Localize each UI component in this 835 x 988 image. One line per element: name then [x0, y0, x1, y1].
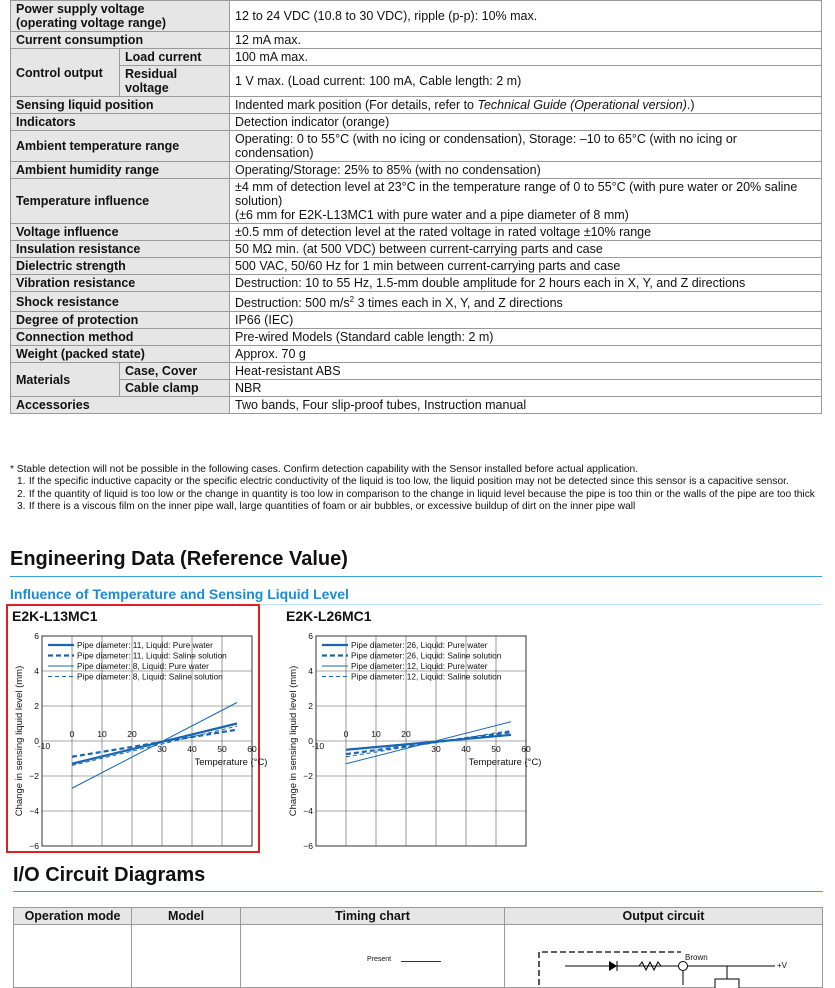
x-tick-label: 60: [247, 744, 257, 754]
y-tick-label: −4: [29, 806, 39, 816]
x-tick-label: 50: [217, 744, 227, 754]
y-tick-label: 4: [308, 666, 313, 676]
spec-label: Control output: [11, 49, 120, 97]
spec-row: [11, 32, 822, 49]
legend-label: Pipe diameter: 26, Liquid: Pure water: [351, 640, 488, 650]
spec-label: Vibration resistance: [11, 275, 230, 292]
x-tick-label: 20: [401, 729, 411, 739]
spec-value: IP66 (IEC): [230, 312, 822, 329]
spec-row: [11, 179, 822, 224]
spec-label: Current consumption: [11, 32, 230, 49]
spec-value: [230, 292, 822, 312]
note-number: 2.: [17, 488, 26, 500]
brown-wire-label: Brown: [685, 953, 708, 962]
note-text: If the specific inductive capacity or the specific electric conductivity of the liquid is too low, the liquid position may not be detected since this sensor is a capacitive sensor.: [28, 476, 789, 488]
io-header-output-circuit: Output circuit: [505, 908, 823, 925]
y-tick-label: 6: [34, 631, 39, 641]
x-tick-label: 0: [343, 729, 349, 739]
y-tick-label: −6: [303, 841, 313, 851]
chart-title-1: E2K-L13MC1: [12, 608, 98, 624]
output-circuit-diagram: [505, 925, 835, 985]
y-tick-label: 0: [308, 736, 313, 746]
spec-value-emphasis: Technical Guide (Operational version): [477, 98, 687, 112]
x-tick-label: 40: [461, 744, 471, 754]
spec-row: [11, 329, 822, 346]
legend-label: Pipe diameter: 12, Liquid: Saline solution: [351, 671, 502, 682]
y-axis-label: Change in sensing liquid level (mm): [288, 665, 299, 817]
spec-label: Ambient temperature range: [11, 131, 230, 162]
spec-label: Materials: [11, 363, 120, 397]
notes-intro: * Stable detection will not be possible in the following cases. Confirm detection capability with the Sensor installed before actual application.: [10, 464, 639, 475]
spec-value: Two bands, Four slip-proof tubes, Instruction manual: [230, 397, 822, 414]
y-tick-label: −6: [29, 841, 39, 851]
spec-label: Accessories: [11, 397, 230, 414]
chart-title-2: E2K-L26MC1: [286, 608, 372, 624]
spec-label: Indicators: [11, 114, 230, 131]
note-number: 3.: [17, 500, 26, 512]
legend-label: Pipe diameter: 8, Liquid: Pure water: [77, 661, 209, 671]
io-cell-output-circuit: [505, 925, 823, 988]
spec-value: Pre-wired Models (Standard cable length: 2 m): [230, 329, 822, 346]
x-axis-label: Temperature (°C): [468, 757, 542, 768]
x-tick-label: -10: [311, 741, 325, 751]
x-tick-label: 60: [521, 744, 531, 754]
spec-label: Degree of protection: [11, 312, 230, 329]
spec-value: Detection indicator (orange): [230, 114, 822, 131]
legend-label: Pipe diameter: 11, Liquid: Saline solution: [77, 650, 227, 661]
note-item: [10, 476, 822, 488]
legend-label: Pipe diameter: 26, Liquid: Saline solution: [351, 650, 502, 661]
spec-value: 12 mA max.: [230, 32, 822, 49]
spec-value: 100 mA max.: [230, 49, 822, 66]
note-number: 1.: [17, 476, 26, 488]
io-cell-timing-chart: [241, 925, 505, 988]
chart-e2k-l13mc1: [8, 628, 268, 851]
spec-label: Voltage influence: [11, 224, 230, 241]
y-tick-label: 2: [34, 701, 39, 711]
spec-label: Shock resistance: [11, 292, 230, 312]
note-text: If there is a viscous film on the inner pipe wall, large quantities of foam or air bubbles, or excessive buildup of dirt on the inner pipe wall: [28, 500, 636, 512]
spec-value-superscript: 2: [349, 295, 355, 304]
spec-row: [11, 131, 822, 162]
spec-value: ±0.5 mm of detection level at the rated voltage in rated voltage ±10% range: [230, 224, 822, 241]
spec-value: Operating: 0 to 55°C (with no icing or condensation), Storage: –10 to 65°C (with no icing or condensation): [230, 131, 822, 162]
spec-sublabel: Residual voltage: [120, 66, 230, 97]
spec-value: Operating/Storage: 25% to 85% (with no condensation): [230, 162, 822, 179]
note-text: If the quantity of liquid is too low or the change in quantity is too low in comparison to the change in liquid level because the pipe is too thin or the walls of the pipe are too thick: [28, 488, 815, 500]
spec-value: NBR: [230, 380, 822, 397]
io-cell-operation-mode: [14, 925, 132, 988]
spec-value: Approx. 70 g: [230, 346, 822, 363]
spec-row: [11, 241, 822, 258]
plus-v-label: +V: [777, 961, 788, 970]
timing-present-label: Present: [367, 956, 392, 963]
note-item: [10, 501, 822, 513]
y-tick-label: −4: [303, 806, 313, 816]
spec-value: 50 MΩ min. (at 500 VDC) between current-carrying parts and case: [230, 241, 822, 258]
spec-value: ±4 mm of detection level at 23°C in the temperature range of 0 to 55°C (with pure water or 20% saline solution) (±6 mm for E2K-L13MC1 with pure water and a pipe diameter of 8 mm): [230, 179, 822, 224]
spec-row: [11, 258, 822, 275]
spec-row: [11, 380, 822, 397]
spec-label: Dielectric strength: [11, 258, 230, 275]
spec-row: [11, 114, 822, 131]
io-section-rule: [13, 891, 823, 892]
legend-label: Pipe diameter: 12, Liquid: Pure water: [351, 661, 488, 671]
x-tick-label: 50: [491, 744, 501, 754]
y-tick-label: −2: [29, 771, 39, 781]
x-tick-label: 0: [69, 729, 75, 739]
spec-label: Ambient humidity range: [11, 162, 230, 179]
specifications-table: [10, 0, 822, 414]
y-tick-label: 0: [34, 736, 39, 746]
note-item: [10, 489, 822, 501]
io-header-timing-chart: Timing chart: [241, 908, 505, 925]
spec-label: Power supply voltage (operating voltage range): [11, 1, 230, 32]
spec-row: [11, 346, 822, 363]
x-tick-label: 10: [371, 729, 381, 739]
y-tick-label: 6: [308, 631, 313, 641]
spec-row: [11, 224, 822, 241]
spec-sublabel: Load current: [120, 49, 230, 66]
spec-label: Weight (packed state): [11, 346, 230, 363]
notes: [10, 464, 822, 513]
spec-row: [11, 49, 822, 66]
spec-row: [11, 292, 822, 312]
subsection-title: Influence of Temperature and Sensing Liquid Level: [10, 586, 349, 602]
timing-line: [401, 961, 441, 962]
section-title-io: I/O Circuit Diagrams: [13, 864, 206, 886]
io-cell-model: [132, 925, 241, 988]
section-rule: [10, 576, 822, 577]
io-circuit-table: [13, 907, 823, 988]
y-tick-label: 2: [308, 701, 313, 711]
spec-label: Connection method: [11, 329, 230, 346]
x-tick-label: 40: [187, 744, 197, 754]
spec-label: Insulation resistance: [11, 241, 230, 258]
io-header-model: Model: [132, 908, 241, 925]
spec-value: 1 V max. (Load current: 100 mA, Cable length: 2 m): [230, 66, 822, 97]
spec-label: Sensing liquid position: [11, 97, 230, 114]
spec-value-text: 3 times each in X, Y, and Z directions: [354, 296, 563, 311]
spec-value: Heat-resistant ABS: [230, 363, 822, 380]
spec-row: [11, 162, 822, 179]
x-tick-label: 30: [431, 744, 441, 754]
section-title-engineering: Engineering Data (Reference Value): [10, 548, 348, 570]
chart-e2k-l26mc1: [282, 628, 542, 851]
legend-label: Pipe diameter: 8, Liquid: Saline solution: [77, 671, 223, 682]
spec-value: 500 VAC, 50/60 Hz for 1 min between current-carrying parts and case: [230, 258, 822, 275]
spec-row: [11, 363, 822, 380]
spec-row: [11, 66, 822, 97]
y-tick-label: −2: [303, 771, 313, 781]
x-axis-label: Temperature (°C): [194, 757, 268, 768]
spec-value: 12 to 24 VDC (10.8 to 30 VDC), ripple (p-p): 10% max.: [230, 1, 822, 32]
legend-label: Pipe diameter: 11, Liquid: Pure water: [77, 640, 213, 650]
x-tick-label: 10: [97, 729, 107, 739]
spec-row: [11, 1, 822, 32]
x-tick-label: 20: [127, 729, 137, 739]
spec-row: [11, 97, 822, 114]
spec-value-text: Destruction: 500 m/s: [235, 296, 350, 311]
spec-row: [11, 275, 822, 292]
x-tick-label: -10: [37, 741, 51, 751]
y-axis-label: Change in sensing liquid level (mm): [14, 665, 25, 817]
io-header-operation-mode: Operation mode: [14, 908, 132, 925]
y-tick-label: 4: [34, 666, 39, 676]
x-tick-label: 30: [157, 744, 167, 754]
spec-label: Temperature influence: [11, 179, 230, 224]
spec-sublabel: Cable clamp: [120, 380, 230, 397]
spec-value-text: Indented mark position (For details, refer to: [235, 98, 478, 112]
spec-row: [11, 312, 822, 329]
spec-value: Destruction: 10 to 55 Hz, 1.5-mm double amplitude for 2 hours each in X, Y, and Z directions: [230, 275, 822, 292]
spec-row: [11, 397, 822, 414]
spec-value: [230, 97, 822, 114]
spec-sublabel: Case, Cover: [120, 363, 230, 380]
spec-value-text: .): [686, 98, 695, 112]
